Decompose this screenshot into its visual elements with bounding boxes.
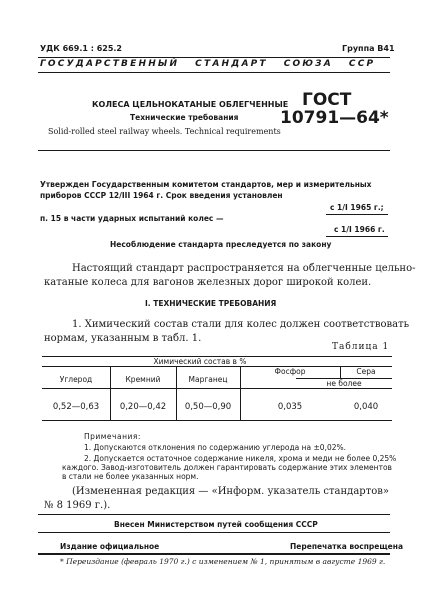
col-header-sulfur: Сера	[356, 367, 376, 376]
intro-line-1: Настоящий стандарт распространяется на облегченные цельно-	[72, 263, 416, 274]
gost-number: 10791—64*	[280, 108, 389, 128]
cell-phosphorus: 0,035	[277, 402, 303, 412]
group-code: Группа В41	[342, 44, 395, 53]
notes-heading: Примечания:	[84, 432, 141, 441]
doc-title: КОЛЕСА ЦЕЛЬНОКАТАНЫЕ ОБЛЕГЧЕННЫЕ	[92, 100, 289, 109]
para1-line-1: 1. Химический состав стали для колес должен соответствовать	[72, 319, 410, 330]
cell-manganese: 0,50—0,90	[184, 402, 232, 412]
amendment-line-1: (Измененная редакция — «Информ. указатель стандартов»	[72, 486, 389, 497]
note-2-line-2: каждого. Завод-изготовитель должен гарантировать содержание этих элементов	[62, 463, 392, 472]
approval-date-1: с 1/I 1965 г.;	[330, 203, 384, 212]
note-2-line-1: 2. Допускается остаточное содержание никеля, хрома и меди не более 0,25%	[84, 454, 397, 463]
doc-title-english: Solid-rolled steel railway wheels. Technical requirements	[48, 127, 281, 136]
udk-code: УДК 669.1 : 625.2	[40, 44, 122, 53]
legal-notice: Несоблюдение стандарта преследуется по закону	[110, 240, 332, 249]
introduced-rule	[38, 532, 390, 533]
col-subheader-max: не более	[326, 379, 362, 388]
approval-date-2: с 1/I 1966 г.	[334, 225, 385, 234]
intro-line-2: катаные колеса для вагонов железных дорог широкой колеи.	[44, 277, 372, 288]
note-2-line-3: в стали не более указанных норм.	[62, 472, 199, 481]
approval-line-2: приборов СССР 12/III 1964 г. Срок введения установлен	[40, 191, 283, 200]
cell-silicon: 0,20—0,42	[119, 402, 167, 412]
introduced-by: Внесен Министерством путей сообщения СССР	[114, 520, 318, 529]
cell-sulfur: 0,040	[353, 402, 379, 412]
note-1: 1. Допускаются отклонения по содержанию углерода на ±0,02%.	[84, 443, 346, 452]
date1-underline	[326, 214, 388, 215]
gost-label: ГОСТ	[302, 90, 352, 110]
col-header-carbon: Углерод	[59, 375, 93, 384]
amendment-line-2: № 8 1969 г.).	[44, 500, 111, 511]
approval-line-1: Утвержден Государственным комитетом стандартов, мер и измерительных	[40, 180, 372, 189]
col-header-phosphorus: Фосфор	[274, 367, 306, 376]
header-rule-top	[38, 57, 390, 58]
table-group-header: Химический состав в %	[153, 357, 247, 366]
title-rule	[38, 150, 390, 151]
reissue-note: * Переиздание (февраль 1970 г.) с изменением № 1, принятым в августе 1969 г.	[60, 557, 386, 566]
amendment-rule	[38, 514, 390, 515]
footer-rule	[38, 553, 390, 555]
doc-subtitle: Технические требования	[130, 113, 239, 122]
reprint-prohibited: Перепечатка воспрещена	[290, 542, 404, 551]
state-standard-banner: ГОСУДАРСТВЕННЫЙ СТАНДАРТ СОЮЗА ССР	[40, 59, 376, 69]
col-header-manganese: Марганец	[188, 375, 228, 384]
table-caption: Таблица 1	[332, 342, 390, 352]
header-rule-bottom	[38, 72, 390, 73]
section-heading: I. ТЕХНИЧЕСКИЕ ТРЕБОВАНИЯ	[145, 299, 277, 308]
cell-carbon: 0,52—0,63	[52, 402, 100, 412]
date2-underline	[326, 236, 388, 237]
col-header-silicon: Кремний	[125, 375, 161, 384]
para1-line-2: нормам, указанным в табл. 1.	[44, 333, 202, 344]
approval-line-3: п. 15 в части ударных испытаний колес —	[40, 214, 224, 223]
edition-official: Издание официальное	[60, 542, 160, 551]
